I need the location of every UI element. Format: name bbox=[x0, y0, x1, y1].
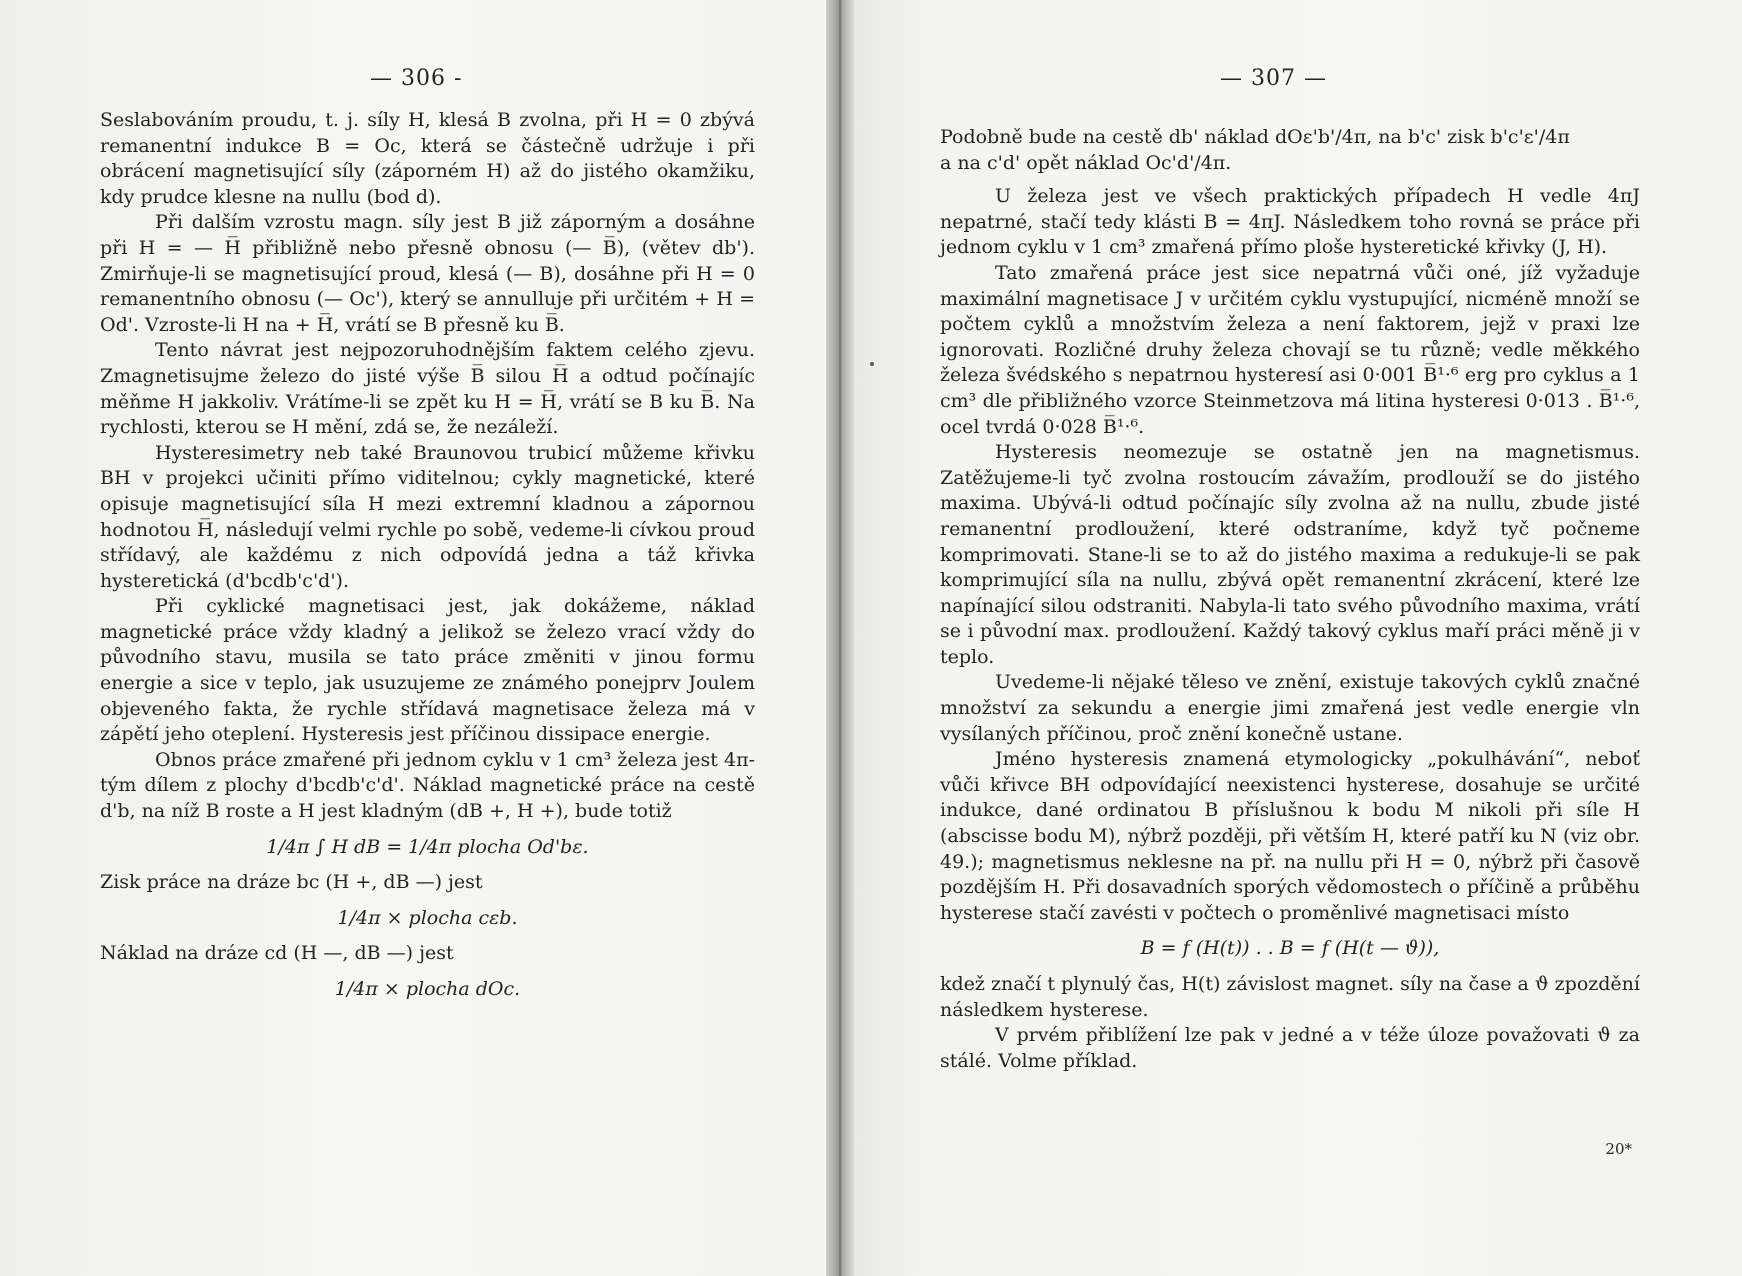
paragraph: V prvém přiblížení lze pak v jedné a v téže úloze považovati ϑ za stálé. Volme příklad. bbox=[940, 1024, 1640, 1072]
paragraph: Tento návrat jest nejpozoruhodnějším faktem celého zjevu. Zmagnetisujme železo do jisté výše B̅ silou H̅ a odtud počínajíc měňme H jakkoliv. Vrátíme-li se zpět ku H = H̅, vrátí se B ku B̅. Na rychlosti, kterou se H mění, zdá se, že nezáleží. bbox=[100, 339, 755, 439]
book-gutter bbox=[826, 0, 854, 1276]
paragraph: Jméno hysteresis znamená etymologicky „pokulhávání“, neboť vůči křivce BH odpovídající neexistenci hysterese, dosahuje se určité indukce, dané ordinatou B příslušnou k bodu M nikoli při síle H (abscisse bodu M), nýbrž později, při větším H, které patří ku N (viz obr. 49.); magnetismus neklesne na př. na nullu při H = 0, nýbrž při časově pozdějším H. Při dosavadních sporých vědomostech o příčině a průběhu hysterese stačí zavésti v počtech o proměnlivé magnetisaci místo bbox=[940, 748, 1640, 924]
left-page bbox=[0, 0, 840, 1276]
paragraph: Podobně bude na cestě db' náklad dOε'b'/4π, na b'c' zisk b'c'ε'/4π bbox=[940, 126, 1570, 148]
paragraph: Uvedeme-li nějaké těleso ve znění, existuje takových cyklů značné množství za sekundu a energie jimi zmařená jest vedle energie vln vysílaných příčinou, proč znění konečně ustane. bbox=[940, 671, 1640, 745]
paragraph: U železa jest ve všech praktických případech H vedle 4πJ nepatrné, stačí tedy klásti B = 4πJ. Následkem toho rovná se práce při jednom cyklu v 1 cm³ zmařená přímo ploše hysteretické křivky (J, H). bbox=[940, 185, 1640, 259]
paragraph: Při dalším vzrostu magn. síly jest B již záporným a dosáhne při H = — H̅ přibližně nebo přesně obnosu (— B̅), (větev db'). Zmirňuje-li se magnetisující proud, klesá (— B), dosáhne při H = 0 remanentního obnosu (— Oc'), který se annulluje při určitém + H = Od'. Vzroste-li H na + H̅, vrátí se B přesně ku B̅. bbox=[100, 211, 755, 336]
left-page-body bbox=[100, 108, 755, 1013]
paragraph: Seslabováním proudu, t. j. síly H, klesá B zvolna, při H = 0 zbývá remanentní indukce B = Oc, která se částečně udržuje i při obrácení magnetisující síly (záporném H) až do jistého okamžiku, kdy prudce klesne na nullu (bod d). bbox=[100, 109, 755, 208]
paragraph: Hysteresis neomezuje se ostatně jen na magnetismus. Zatěžujeme-li tyč zvolna rostoucím závažím, prodlouží se do jistého maxima. Ubývá-li odtud počínajíc síly zvolna až na nullu, zbude jisté remanentní prodloužení, které odstraníme, když tyč počneme komprimovati. Stane-li se to až do jistého maxima a redukuje-li se pak komprimující síla na nullu, zbývá opět remanentní zkrácení, které lze napínající silou odstraniti. Nabyla-li tato svého původního maxima, vrátí se i původní max. prodloužení. Každý takový cyklus maří práci měně ji v teplo. bbox=[940, 441, 1640, 668]
page-number: — 307 — bbox=[1220, 66, 1327, 91]
equation: B = f (H(t)) . . B = f (H(t — ϑ)), bbox=[1140, 937, 1440, 960]
right-page bbox=[840, 0, 1742, 1276]
page-number: — 306 - bbox=[370, 66, 463, 91]
paragraph: a na c'd' opět náklad Oc'd'/4π. bbox=[940, 151, 1232, 174]
paragraph: Obnos práce zmařené při jednom cyklu v 1 cm³ železa jest 4π-tým dílem z plochy d'bcdb'c'd'. Náklad magnetické práce na cestě d'b, na níž B roste a H jest kladným (dB +, H +), bude totiž bbox=[100, 748, 755, 823]
paragraph: Zisk práce na dráze bc (H +, dB —) jest bbox=[100, 871, 483, 894]
equation: 1/4π × plocha dOc. bbox=[334, 978, 521, 1000]
signature-mark: 20* bbox=[1605, 1140, 1632, 1158]
paragraph: Při cyklické magnetisaci jest, jak dokážeme, náklad magnetické práce vždy kladný a jelikož se železo vrací vždy do původního stavu, musila se tato práce změniti v jinou formu energie a sice v teplo, jak usuzujeme ze známého ponejprv Joulem objeveného fakta, že rychle střídavá magnetisace železa má v zápětí jeho oteplení. Hysteresis jest příčinou dissipace energie. bbox=[100, 595, 755, 746]
page-speck bbox=[870, 362, 874, 366]
paragraph: Hysteresimetry neb také Braunovou trubicí můžeme křivku BH v projekci učiniti přímo viditelnou; cykly magnetické, které opisuje magnetisující síla H mezi extremní kladnou a zápornou hodnotou H̅, následují velmi rychle po sobě, vedeme-li cívkou proud střídavý, ale každému z nich odpovídá jedna a táž křivka hysteretická (d'bcdb'c'd'). bbox=[100, 441, 755, 592]
right-page-body bbox=[940, 125, 1640, 1074]
paragraph: Tato zmařená práce jest sice nepatrná vůči oné, jíž vyžaduje maximální magnetisace J v určitém cyklu vystupující, nicméně množí se počtem cyklů a množstvím železa a není faktorem, jejž v praxi lze ignorovati. Rozličné druhy železa chovají se tu různě; vedle měkkého železa švédského s nepatrnou hysteresí asi 0·001 B̅¹·⁶ erg pro cyklus a 1 cm³ dle přibližného vzorce Steinmetzova má litina hysteresi 0·013 . B̅¹·⁶, ocel tvrdá 0·028 B̅¹·⁶. bbox=[940, 261, 1640, 438]
paragraph: Náklad na dráze cd (H —, dB —) jest bbox=[100, 942, 454, 965]
equation: 1/4π × plocha cεb. bbox=[337, 906, 518, 929]
paragraph: kdež značí t plynulý čas, H(t) závislost magnet. síly na čase a ϑ zpozdění následkem hysterese. bbox=[940, 973, 1640, 1021]
equation: 1/4π ∫ H dB = 1/4π plocha Od'bε. bbox=[266, 835, 589, 858]
